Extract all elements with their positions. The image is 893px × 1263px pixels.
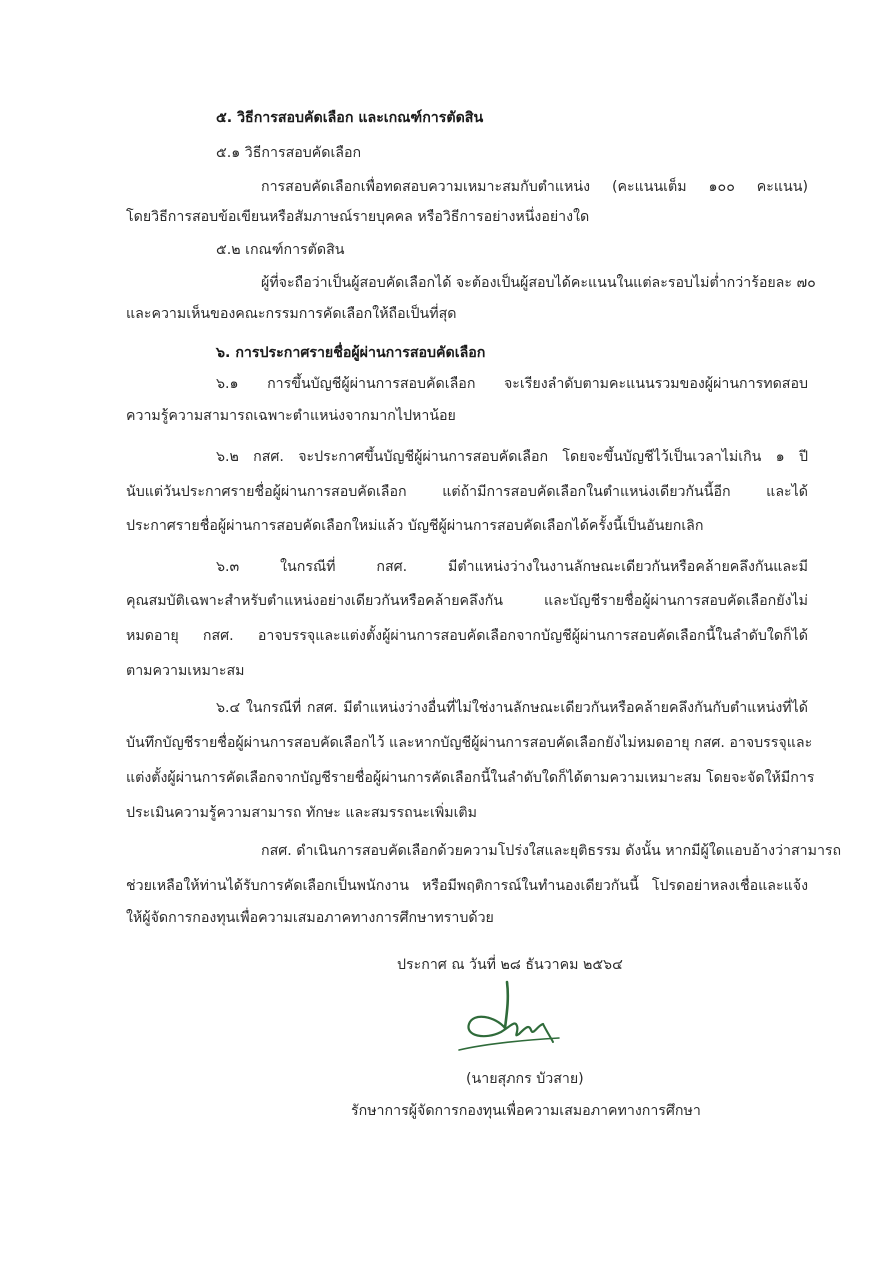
section-5-1-text-line: โดยวิธีการสอบข้อเขียนหรือสัมภาษณ์รายบุคคล หรือวิธีการอย่างหนึ่งอย่างใด <box>126 209 590 225</box>
section-6-4-text-line: บันทึกบัญชีรายชื่อผู้ผ่านการสอบคัดเลือกไว้ และหากบัญชีผู้ผ่านการสอบคัดเลือกยังไม่หมดอายุ กสศ. อาจบรรจุและ <box>126 735 813 751</box>
section-6-heading: ๖. การประกาศรายชื่อผู้ผ่านการสอบคัดเลือก <box>216 345 486 361</box>
section-5-2-text-line: ผู้ที่จะถือว่าเป็นผู้สอบคัดเลือกได้ จะต้องเป็นผู้สอบได้คะแนนในแต่ละรอบไม่ต่ำกว่าร้อยละ ๗๐ <box>261 275 816 291</box>
section-6-3-text-line: ตามความเหมาะสม <box>126 663 245 679</box>
signatory-position: รักษาการผู้จัดการกองทุนเพื่อความเสมอภาคทางการศึกษา <box>351 1103 701 1119</box>
section-6-1-text-line: ความรู้ความสามารถเฉพาะตำแหน่งจากมากไปหาน้อย <box>126 408 456 424</box>
section-6-4-text-line: ประเมินความรู้ความสามารถ ทักษะ และสมรรถนะเพิ่มเติม <box>126 805 477 821</box>
signature-image <box>455 980 565 1060</box>
section-5-2-title: ๕.๒ เกณฑ์การตัดสิน <box>216 242 345 258</box>
section-6-3-text-line: คุณสมบัติเฉพาะสำหรับตำแหน่งอย่างเดียวกันหรือคล้ายคลึงกัน และบัญชีรายชื่อผู้ผ่านการสอบคัดเลือกยังไม่ <box>126 593 808 609</box>
announcement-date: ประกาศ ณ วันที่ ๒๘ ธันวาคม ๒๕๖๔ <box>397 957 623 973</box>
section-6-2-text-line: ๖.๒ กสศ. จะประกาศขึ้นบัญชีผู้ผ่านการสอบคัดเลือก โดยจะขึ้นบัญชีไว้เป็นเวลาไม่เกิน ๑ ปี <box>216 449 808 465</box>
section-6-3-text-line: ๖.๓ ในกรณีที่ กสศ. มีตำแหน่งว่างในงานลักษณะเดียวกันหรือคล้ายคลึงกันและมี <box>216 559 808 575</box>
closing-text-line: ให้ผู้จัดการกองทุนเพื่อความเสมอภาคทางการศึกษาทราบด้วย <box>126 910 494 926</box>
section-6-2-text-line: นับแต่วันประกาศรายชื่อผู้ผ่านการสอบคัดเลือก แต่ถ้ามีการสอบคัดเลือกในตำแหน่งเดียวกันนี้อีก และได้ <box>126 484 808 500</box>
section-6-4-text-line: ๖.๔ ในกรณีที่ กสศ. มีตำแหน่งว่างอื่นที่ไม่ใช่งานลักษณะเดียวกันหรือคล้ายคลึงกันกับตำแหน่งที่ได้ <box>216 700 808 716</box>
section-6-3-text-line: หมดอายุ กสศ. อาจบรรจุและแต่งตั้งผู้ผ่านการสอบคัดเลือกจากบัญชีผู้ผ่านการสอบคัดเลือกนี้ในลำดับใดก็ได้ <box>126 628 808 644</box>
section-5-1-text-line: การสอบคัดเลือกเพื่อทดสอบความเหมาะสมกับตำแหน่ง (คะแนนเต็ม ๑๐๐ คะแนน) <box>261 179 808 195</box>
section-6-4-text-line: แต่งตั้งผู้ผ่านการคัดเลือกจากบัญชีรายชื่อผู้ผ่านการคัดเลือกนี้ในลำดับใดก็ได้ตามความเหมาะสม โดยจะจัดให้มีการ <box>126 770 815 786</box>
section-6-1-text-line: ๖.๑ การขึ้นบัญชีผู้ผ่านการสอบคัดเลือก จะเรียงลำดับตามคะแนนรวมของผู้ผ่านการทดสอบ <box>216 376 808 392</box>
section-6-2-text-line: ประกาศรายชื่อผู้ผ่านการสอบคัดเลือกใหม่แล้ว บัญชีผู้ผ่านการสอบคัดเลือกได้ครั้งนี้เป็นอันยกเลิก <box>126 518 704 534</box>
closing-text-line: กสศ. ดำเนินการสอบคัดเลือกด้วยความโปร่งใสและยุติธรรม ดังนั้น หากมีผู้ใดแอบอ้างว่าสามารถ <box>261 843 842 859</box>
section-5-heading: ๕. วิธีการสอบคัดเลือก และเกณฑ์การตัดสิน <box>216 110 484 126</box>
section-5-1-title: ๕.๑ วิธีการสอบคัดเลือก <box>216 145 362 161</box>
closing-text-line: ช่วยเหลือให้ท่านได้รับการคัดเลือกเป็นพนักงาน หรือมีพฤติการณ์ในทำนองเดียวกันนี้ โปรดอย่าหลงเชื่อและแจ้ง <box>126 878 808 894</box>
signatory-name: (นายสุภกร บัวสาย) <box>466 1071 584 1087</box>
section-5-2-text-line: และความเห็นของคณะกรรมการคัดเลือกให้ถือเป็นที่สุด <box>126 306 457 322</box>
